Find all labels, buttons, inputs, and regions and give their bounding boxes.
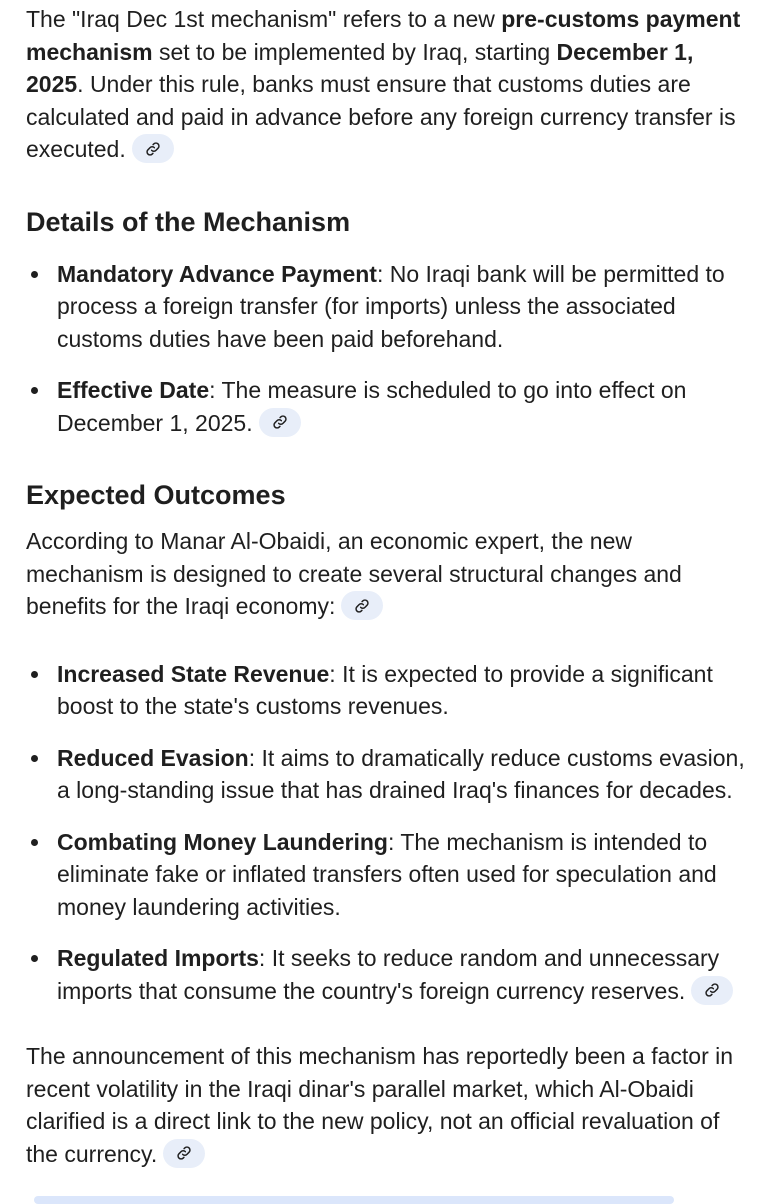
details-heading: Details of the Mechanism xyxy=(26,206,351,237)
list-item xyxy=(26,942,749,1007)
list-item xyxy=(26,374,749,439)
link-icon xyxy=(176,1145,192,1161)
closing-paragraph xyxy=(26,1040,749,1170)
list-item-text: : It seeks to reduce random and unnecessary imports that consume the country's foreign currency reserves. xyxy=(57,945,720,1004)
outcomes-heading: Expected Outcomes xyxy=(26,480,286,510)
list-item-text: : It aims to dramatically reduce customs evasion, a long-standing issue that has drained Iraq's finances for decades. xyxy=(57,744,745,803)
list-item-term: Reduced Evasion xyxy=(57,744,249,771)
intro-text-3: . Under this rule, banks must ensure that customs duties are calculated and paid in advance before any foreign currency transfer is executed. xyxy=(26,71,736,162)
intro-text-1: The "Iraq Dec 1st mechanism" refers to a new xyxy=(26,6,502,32)
source-link-chip[interactable] xyxy=(163,1139,205,1168)
list-item xyxy=(26,742,749,807)
source-link-chip[interactable] xyxy=(259,408,301,437)
intro-paragraph xyxy=(26,3,749,166)
source-link-chip[interactable] xyxy=(132,134,174,163)
intro-bold-1: pre-customs payment mechanism xyxy=(26,6,741,65)
list-item-term: Effective Date xyxy=(57,377,210,403)
source-link-chip[interactable] xyxy=(691,976,733,1005)
list-item-term: Mandatory Advance Payment xyxy=(57,260,377,287)
list-item-term: Increased State Revenue xyxy=(57,660,330,687)
response-content xyxy=(0,3,769,1170)
link-icon xyxy=(272,414,288,430)
outcomes-paragraph-text: According to Manar Al-Obaidi, an economic expert, the new mechanism is designed to create several structural changes and benefits for the Iraqi economy: xyxy=(26,528,682,619)
intro-text-2: set to be implemented by Iraq, starting xyxy=(152,38,557,65)
list-item xyxy=(26,658,749,723)
list-item-text: : It is expected to provide a significant boost to the state's customs revenues. xyxy=(57,660,713,719)
link-icon xyxy=(704,982,720,998)
source-link-chip[interactable] xyxy=(341,591,383,620)
list-item xyxy=(26,826,749,924)
list-item-term: Regulated Imports xyxy=(57,945,259,971)
list-item-term: Combating Money Laundering xyxy=(57,828,388,855)
next-element-edge xyxy=(34,1196,674,1204)
intro-bold-2: December 1, 2025 xyxy=(26,38,694,97)
link-icon xyxy=(354,598,370,614)
closing-text: The announcement of this mechanism has reportedly been a factor in recent volatility in the Iraqi dinar's parallel market, which Al-Obaidi clarified is a direct link to the new policy, not an official revaluation of the currency. xyxy=(26,1043,734,1167)
link-icon xyxy=(145,141,161,157)
outcomes-list xyxy=(26,658,749,1008)
details-list xyxy=(26,258,749,440)
list-item-text: : No Iraqi bank will be permitted to process a foreign transfer (for imports) unless the associated customs duties have been paid beforehand. xyxy=(57,260,725,352)
list-item xyxy=(26,258,749,356)
list-item-text: : The measure is scheduled to go into effect on December 1, 2025. xyxy=(57,377,687,436)
list-item-text: : The mechanism is intended to eliminate fake or inflated transfers often used for speculation and money laundering activities. xyxy=(57,828,717,920)
outcomes-paragraph xyxy=(26,525,749,623)
